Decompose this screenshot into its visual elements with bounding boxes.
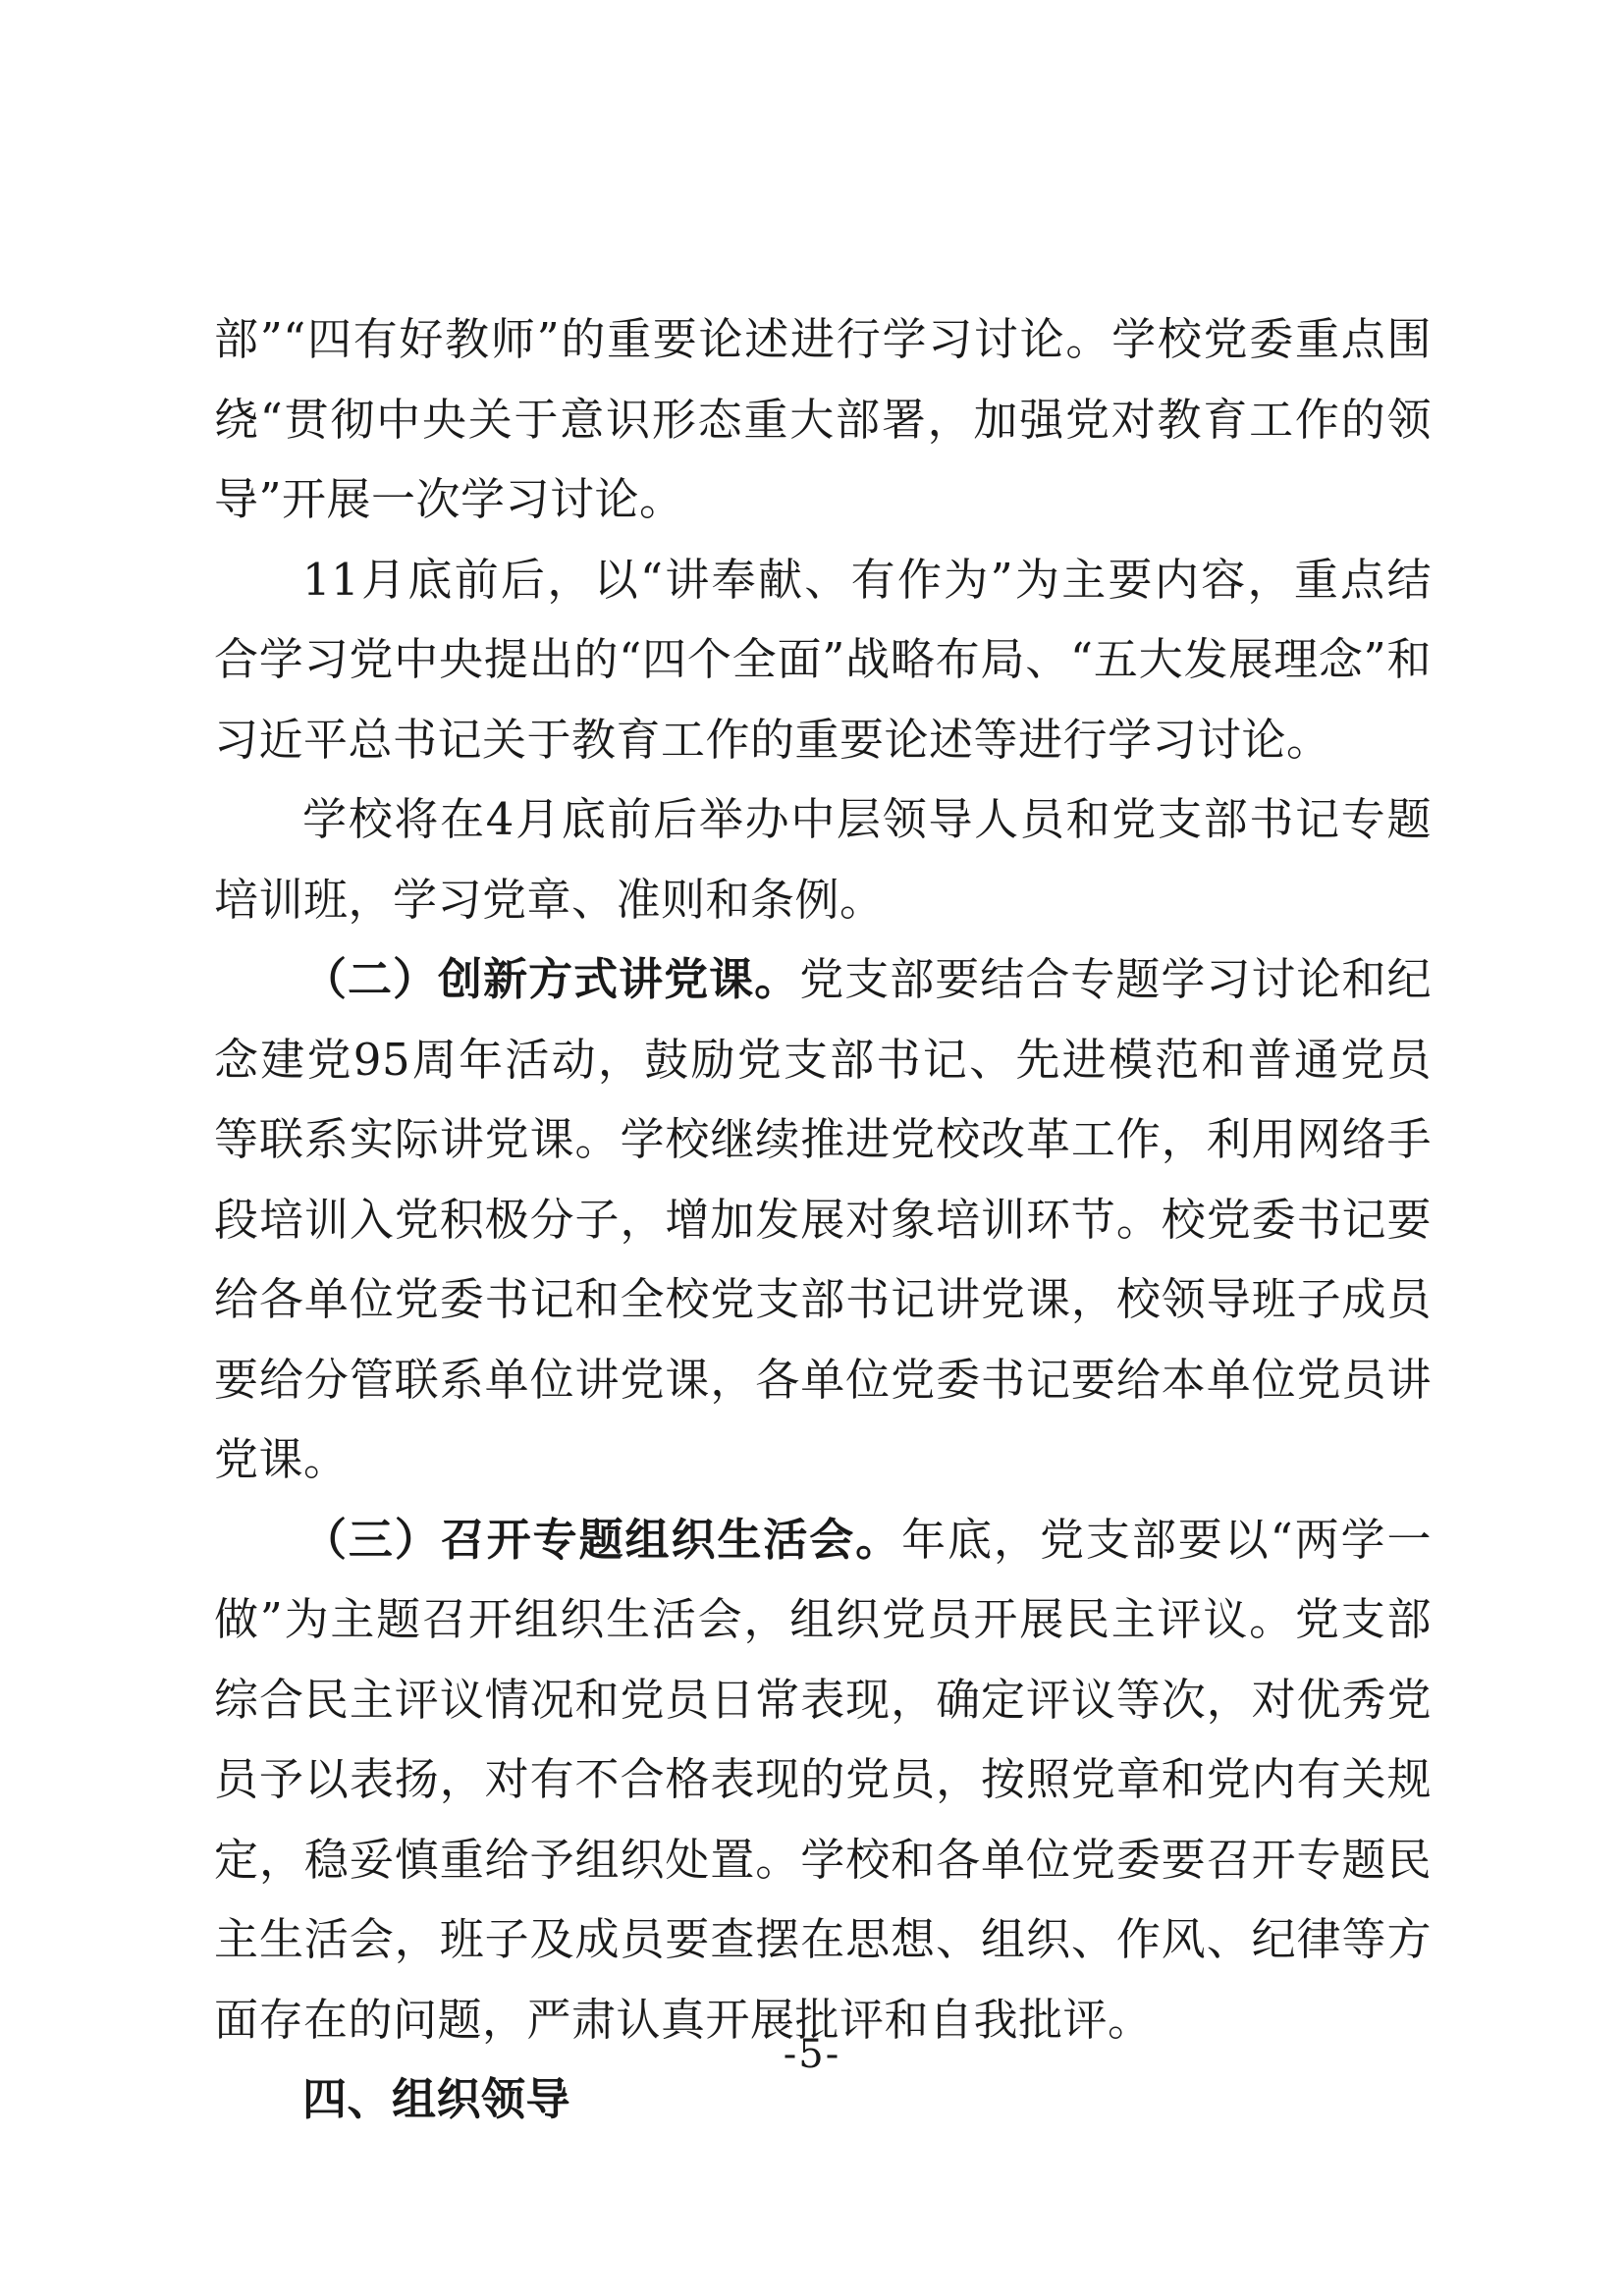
paragraph-continuation xyxy=(214,299,1432,540)
paragraph-lead-heading: （三）召开专题组织生活会。 xyxy=(302,1513,902,1566)
paragraph-party-lectures xyxy=(214,939,1432,1500)
paragraph-life-meeting xyxy=(214,1500,1432,2060)
paragraph-november-study xyxy=(214,540,1432,780)
paragraph-text: 党支部要结合专题学习讨论和纪念建党95周年活动，鼓励党支部书记、先进模范和普通党员等联系实际讲党课。学校继续推进党校改革工作，利用网络手段培训入党积极分子，增加发展对象培训环节。校党委书记要给各单位党委书记和全校党支部书记讲党课，校领导班子成员要给分管联系单位讲党课，各单位党委书记要给本单位党员讲党课。 xyxy=(214,953,1432,1485)
paragraph-training-class xyxy=(214,779,1432,939)
document-body xyxy=(214,299,1432,2140)
paragraph-lead-heading: （二）创新方式讲党课。 xyxy=(302,953,800,1005)
paragraph-text: 年底，党支部要以“两学一做”为主题召开组织生活会，组织党员开展民主评议。党支部综合民主评议情况和党员日常表现，确定评议等次，对优秀党员予以表扬，对有不合格表现的党员，按照党章和党内有关规定，稳妥慎重给予组织处置。学校和各单位党委要召开专题民主生活会，班子及成员要查摆在思想、组织、作风、纪律等方面存在的问题，严肃认真开展批评和自我批评。 xyxy=(214,1513,1432,2046)
paragraph-text: 部”“四有好教师”的重要论述进行学习讨论。学校党委重点围绕“贯彻中央关于意识形态重大部署，加强党对教育工作的领导”开展一次学习讨论。 xyxy=(214,313,1432,525)
paragraph-text: 学校将在4月底前后举办中层领导人员和党支部书记专题培训班，学习党章、准则和条例。 xyxy=(214,793,1432,926)
section-heading: 四、组织领导 xyxy=(302,2073,571,2125)
paragraph-text: 11月底前后，以“讲奉献、有作为”为主要内容，重点结合学习党中央提出的“四个全面”战略布局、“五大发展理念”和习近平总书记关于教育工作的重要论述等进行学习讨论。 xyxy=(214,553,1432,766)
page-number: -5- xyxy=(783,2032,841,2077)
